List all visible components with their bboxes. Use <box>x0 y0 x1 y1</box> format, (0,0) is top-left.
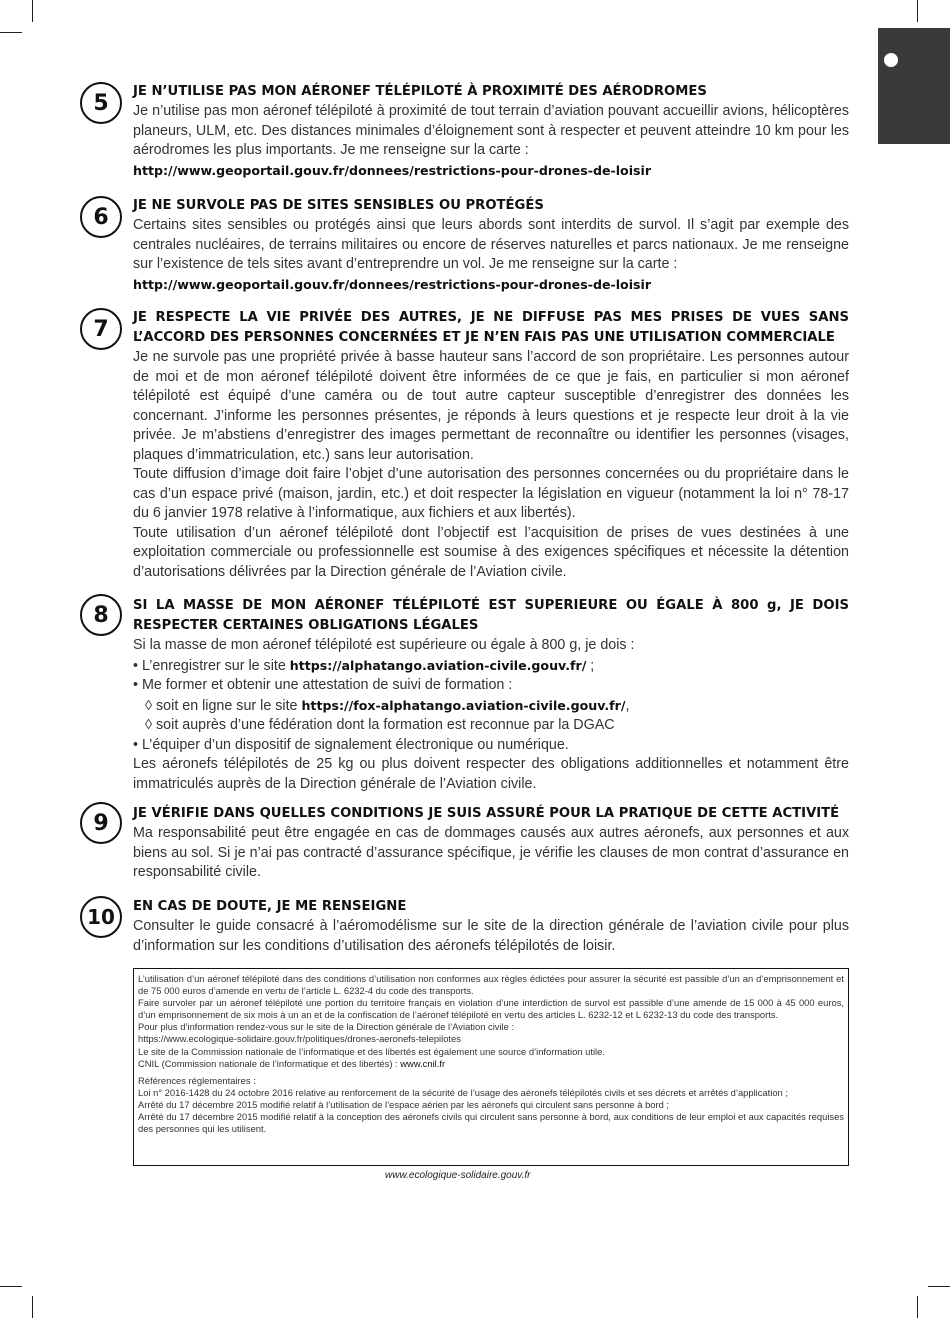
sub-list-item: ◊ soit auprès d’une fédération dont la formation est reconnue par la DGAC <box>145 717 615 733</box>
legal-paragraph: Le site de la Commission nationale de l’informatique et des libertés est également une source d’information utile. <box>138 1045 605 1057</box>
list-item-text: • L’enregistrer sur le site <box>133 657 290 674</box>
section-body: Consulter le guide consacré à l’aéromodélisme sur le site de la direction générale de l’aviation civile pour plus d’information sur les conditions d’utilisation des aéronefs télépilotés de loisir. <box>133 918 849 954</box>
reference-item: Loi n° 2016-1428 du 24 octobre 2016 relative au renforcement de la sécurité de l’usage des aéronefs télépilotés civils et ses décrets et arrêtés d’application ; <box>138 1086 788 1098</box>
crop-mark <box>32 1296 33 1318</box>
section-body: Je n’utilise pas mon aéronef télépiloté à proximité de tout terrain d’aviation pouvant accueillir avions, hélicoptères planeurs, ULM, etc. Des distances minimales d’éloignement sont à respecter et peuvent atteindre 10 km pour les aérodromes les plus importants. Je me renseigne sur la carte : <box>133 103 849 158</box>
section-link[interactable]: http://www.geoportail.gouv.fr/donnees/restrictions-pour-drones-de-loisir <box>133 276 652 292</box>
references-title: Références réglementaires : <box>138 1074 256 1086</box>
list-item: • Me former et obtenir une attestation de suivi de formation : <box>133 677 513 693</box>
list-item <box>133 656 849 677</box>
section-outro: Les aéronefs télépilotés de 25 kg ou plus doivent respecter des obligations additionnelles et notamment être immatriculés auprès de la Direction générale de l’Aviation civile. <box>133 756 849 792</box>
dgac-link[interactable]: https://www.ecologique-solidaire.gouv.fr/politiques/drones-aeronefs-telepilotes <box>138 1033 461 1045</box>
section-number: 9 <box>80 802 122 844</box>
sub-list-item <box>133 696 849 717</box>
footer-url[interactable]: www.ecologique-solidaire.gouv.fr <box>385 1170 531 1181</box>
section-number: 8 <box>80 594 122 636</box>
section-paragraph: Toute utilisation d’un aéronef télépiloté dont l’objectif est l’acquisition de prises de vues destinées à une exploitation commerciale ou professionnelle est soumise à des exigences spécifiques et nécessite la détention d’autorisations délivrées par la Direction générale de l’Aviation civile. <box>133 524 849 580</box>
section-6 <box>133 196 849 294</box>
crop-mark <box>32 0 33 22</box>
section-number: 10 <box>80 896 122 938</box>
crop-mark <box>0 32 22 33</box>
section-title: JE N’UTILISE PAS MON AÉRONEF TÉLÉPILOTÉ À PROXIMITÉ DES AÉRODROMES <box>133 84 707 99</box>
legal-paragraph: Pour plus d’information rendez-vous sur le site de la Direction générale de l’Aviation civile : <box>138 1021 515 1033</box>
legal-paragraph: Faire survoler par un aéronef télépiloté une portion du territoire français en violation d’une interdiction de survol est passible d’une amende de 15 000 à 45 000 euros, d’un emprisonnement de six mois à un an et de la confiscation de l’aéronef télépiloté en vertu des articles L. 6232-12 et L 6232-13 du code des transports. <box>138 997 844 1021</box>
section-title: EN CAS DE DOUTE, JE ME RENSEIGNE <box>133 899 407 914</box>
section-7 <box>133 308 849 582</box>
legal-notice-box <box>133 968 849 1166</box>
reference-item: Arrêté du 17 décembre 2015 modifié relatif à l’utilisation de l’espace aérien par les aéronefs qui circulent sans personne à bord ; <box>138 1098 670 1110</box>
crop-mark <box>917 0 918 22</box>
registration-link[interactable]: https://alphatango.aviation-civile.gouv.fr/ <box>289 657 587 673</box>
section-intro: Si la masse de mon aéronef télépiloté est supérieure ou égale à 800 g, je dois : <box>133 637 635 653</box>
legal-text: CNIL (Commission nationale de l’informatique et des libertés) : <box>138 1057 401 1069</box>
section-paragraph: Je ne survole pas une propriété privée à basse hauteur sans l’accord de son propriétaire. Les personnes autour de moi et de mon aéronef télépiloté doivent être informées de ce que je fais, en particulier si mon aéronef télépiloté est équipé d’une caméra ou de tout autre capteur susceptible d’enregistrer des données les concernant. J’informe les personnes présentes, je réponds à leurs questions et je respecte leur droit à la vie privée. Je m’abstiens d’enregistrer des images permettant de reconnaître ou identifier les personnes (visages, plaques d’immatriculation, etc.) sans leur autorisation. <box>133 349 849 463</box>
list-item-text: ◊ soit en ligne sur le site <box>145 697 302 714</box>
legal-paragraph: L’utilisation d’un aéronef télépiloté dans des conditions d’utilisation non conformes aux règles édictées pour assurer la sécurité est passible d’un an d’emprisonnement et de 75 000 euros d’amende en vertu de l’article L. 6232-4 du code des transports. <box>138 973 844 997</box>
section-body: Ma responsabilité peut être engagée en cas de dommages causés aux autres aéronefs, aux personnes et aux biens au sol. Si je n’ai pas contracté d’assurance spécifique, je vérifie les clauses de mon contrat d’assurance en responsabilité civile. <box>133 825 849 880</box>
section-number: 5 <box>80 82 122 124</box>
section-link[interactable]: http://www.geoportail.gouv.fr/donnees/restrictions-pour-drones-de-loisir <box>133 162 652 178</box>
section-title: JE RESPECTE LA VIE PRIVÉE DES AUTRES, JE NE DIFFUSE PAS MES PRISES DE VUES SANS L’ACCORD DES PERSONNES CONCERNÉES ET JE N’EN FAIS PAS UNE UTILISATION COMMERCIALE <box>133 310 849 345</box>
training-link[interactable]: https://fox-alphatango.aviation-civile.gouv.fr/ <box>301 697 626 713</box>
cnil-link[interactable]: www.cnil.fr <box>400 1057 446 1069</box>
crop-mark <box>0 1286 22 1287</box>
list-item: • L’équiper d’un dispositif de signalement électronique ou numérique. <box>133 736 569 753</box>
section-body: Certains sites sensibles ou protégés ainsi que leurs abords sont interdits de survol. Il s’agit par exemple des centrales nucléaires, de terrains militaires ou encore de réserves naturelles et parcs nationaux. Je me renseigne sur l’existence de tels sites avant d’entreprendre un vol. Je me renseigne sur la carte : <box>133 217 849 272</box>
list-item-text: , <box>625 697 630 714</box>
section-9 <box>133 804 849 883</box>
crop-mark <box>917 1296 918 1318</box>
section-10 <box>133 897 849 956</box>
crop-mark <box>928 1286 950 1287</box>
reference-item: Arrêté du 17 décembre 2015 modifié relatif à la conception des aéronefs civils qui circulent sans personne à bord, aux conditions de leur emploi et aux capacités requises des personnes qui les utilisent. <box>138 1111 844 1135</box>
section-title: JE VÉRIFIE DANS QUELLES CONDITIONS JE SUIS ASSURÉ POUR LA PRATIQUE DE CETTE ACTIVITÉ <box>133 806 840 821</box>
section-title: JE NE SURVOLE PAS DE SITES SENSIBLES OU PROTÉGÉS <box>133 198 544 213</box>
section-paragraph: Toute diffusion d’image doit faire l’objet d’une autorisation des personnes concernées ou du propriétaire dans le cas d’un espace privé (maison, jardin, etc.) et doit respecter la législation en vigueur (notamment la loi n° 78-17 du 6 janvier 1978 relative à l’informatique, aux fichiers et aux libertés). <box>133 466 849 521</box>
section-5 <box>133 82 849 180</box>
section-number: 7 <box>80 308 122 350</box>
section-number: 6 <box>80 196 122 238</box>
side-tab <box>878 28 950 144</box>
tab-dot-icon <box>884 53 898 67</box>
list-item-text: ; <box>586 657 595 674</box>
legal-paragraph <box>138 1058 844 1070</box>
section-8 <box>133 596 849 794</box>
section-title: SI LA MASSE DE MON AÉRONEF TÉLÉPILOTÉ EST SUPERIEURE OU ÉGALE À 800 g, JE DOIS RESPECTER CERTAINES OBLIGATIONS LÉGALES <box>133 598 849 633</box>
